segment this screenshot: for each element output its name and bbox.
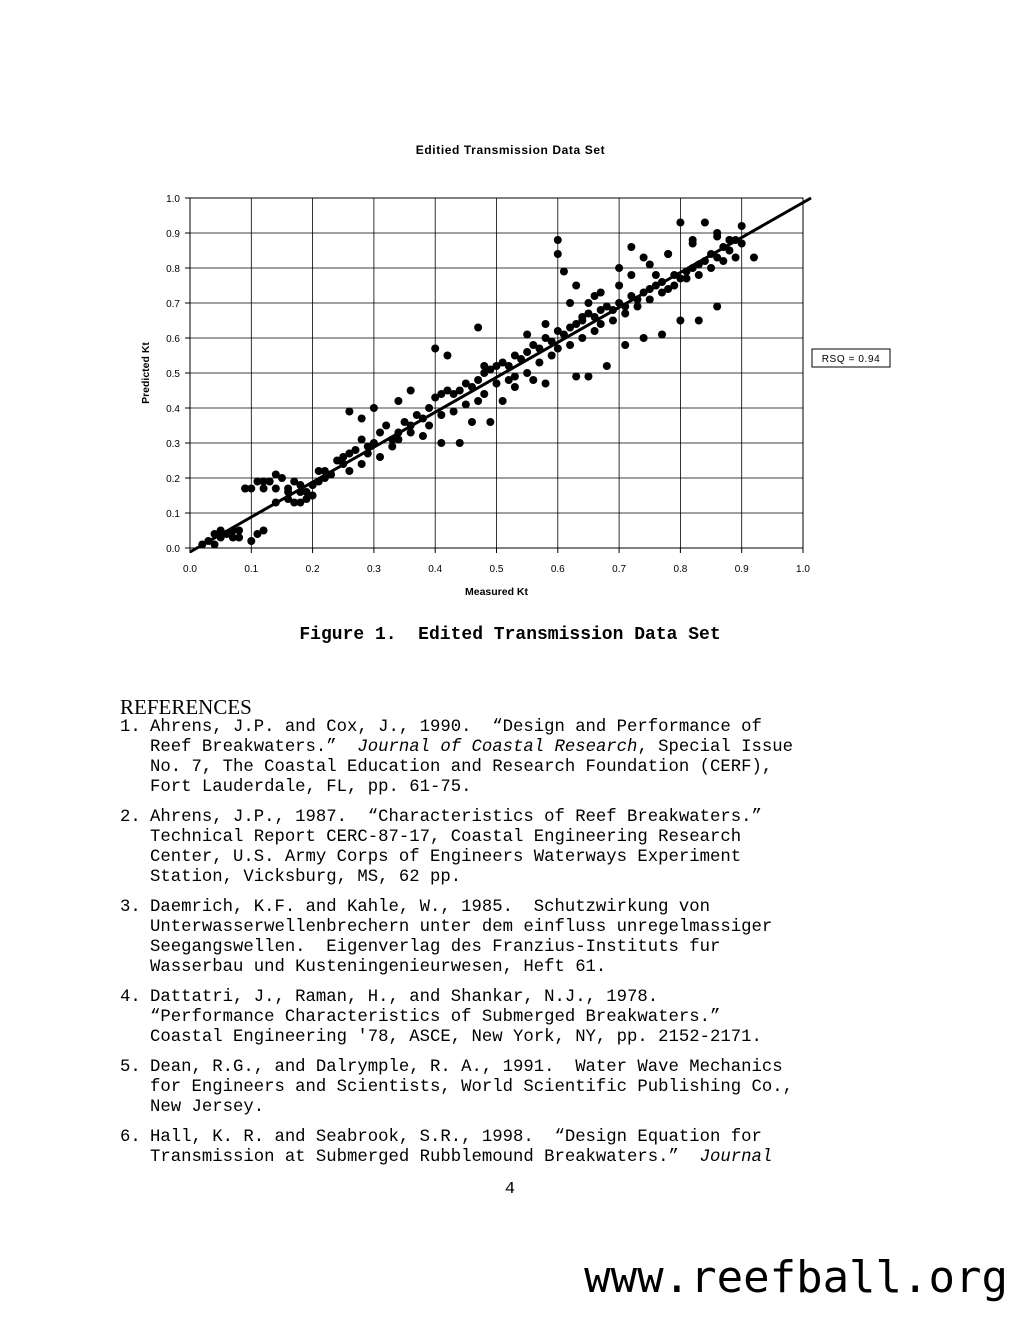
reference-line — [150, 778, 920, 798]
data-point — [407, 387, 415, 395]
reference-line — [150, 868, 920, 888]
reference-journal-title: Journal of Coastal Research — [357, 738, 638, 757]
reference-number: 3. — [120, 898, 141, 917]
y-tick-label: 0.3 — [166, 439, 180, 450]
reference-number: 4. — [120, 988, 141, 1007]
y-tick-label: 0.8 — [166, 264, 180, 275]
reference-text: Unterwasserwellenbrechern unter dem einfluss unregelmassiger — [150, 918, 773, 937]
reference-item — [120, 988, 920, 1048]
data-point — [437, 411, 445, 419]
data-point — [468, 418, 476, 426]
data-point — [719, 257, 727, 265]
data-point — [615, 264, 623, 272]
data-point — [352, 446, 360, 454]
reference-text: Fort Lauderdale, FL, pp. 61-75. — [150, 778, 472, 797]
data-point — [627, 271, 635, 279]
reference-text: Station, Vicksburg, MS, 62 pp. — [150, 868, 462, 887]
reference-line — [150, 898, 920, 918]
data-point — [701, 219, 709, 227]
data-point — [407, 429, 415, 437]
data-point — [480, 390, 488, 398]
x-tick-label: 0.0 — [183, 564, 197, 575]
data-point — [542, 380, 550, 388]
x-tick-label: 0.9 — [734, 564, 749, 575]
data-point — [394, 397, 402, 405]
chart-title: Editied Transmission Data Set — [415, 143, 606, 157]
data-point — [633, 303, 641, 311]
reference-number: 5. — [120, 1058, 141, 1077]
y-tick-label: 0.5 — [166, 369, 180, 380]
references-section — [120, 696, 920, 1178]
reference-text: Dattatri, J., Raman, H., and Shankar, N.J., 1978. — [150, 988, 659, 1007]
data-point — [646, 261, 654, 269]
data-point — [382, 422, 390, 430]
x-tick-label: 0.4 — [428, 564, 443, 575]
y-tick-label: 0.0 — [166, 544, 180, 555]
reference-text: No. 7, The Coastal Education and Research Foundation (CERF), — [150, 758, 773, 777]
data-point — [419, 432, 427, 440]
data-point — [235, 527, 243, 535]
reference-line — [150, 1148, 920, 1168]
data-point — [578, 313, 586, 321]
y-tick-label: 1.0 — [166, 194, 180, 205]
y-tick-label: 0.4 — [166, 404, 180, 415]
reference-text: Seegangswellen. Eigenverlag des Franzius-Instituts fur — [150, 938, 721, 957]
x-tick-label: 0.1 — [244, 564, 259, 575]
data-point — [621, 341, 629, 349]
data-point — [695, 271, 703, 279]
reference-item — [120, 808, 920, 888]
reference-item — [120, 1128, 920, 1168]
data-point — [358, 436, 366, 444]
data-point — [707, 264, 715, 272]
data-point — [462, 401, 470, 409]
data-point — [431, 345, 439, 353]
data-point — [247, 537, 255, 545]
data-point — [658, 289, 666, 297]
data-point — [548, 352, 556, 360]
data-point — [376, 429, 384, 437]
data-point — [640, 334, 648, 342]
y-axis-label: Predicted Kt — [140, 342, 152, 404]
y-tick-label: 0.9 — [166, 229, 180, 240]
data-point — [523, 331, 531, 339]
data-point — [652, 271, 660, 279]
data-point — [689, 236, 697, 244]
x-tick-label: 0.8 — [673, 564, 688, 575]
data-point — [443, 352, 451, 360]
x-tick-label: 0.5 — [489, 564, 504, 575]
data-point — [597, 289, 605, 297]
data-point — [235, 534, 243, 542]
data-point — [499, 397, 507, 405]
data-point — [474, 376, 482, 384]
reference-text: for Engineers and Scientists, World Scientific Publishing Co., — [150, 1078, 793, 1097]
reference-text: Daemrich, K.F. and Kahle, W., 1985. Schutzwirkung von — [150, 898, 711, 917]
reference-item — [120, 898, 920, 978]
data-point — [272, 485, 280, 493]
reference-text: , Special Issue — [637, 738, 793, 757]
data-point — [315, 467, 323, 475]
data-point — [584, 373, 592, 381]
x-tick-label: 0.3 — [366, 564, 381, 575]
data-point — [437, 439, 445, 447]
data-point — [658, 331, 666, 339]
chart-svg — [0, 0, 1020, 620]
reference-text: Ahrens, J.P. and Cox, J., 1990. “Design and Performance of — [150, 718, 762, 737]
data-point — [560, 268, 568, 276]
reference-line — [150, 988, 920, 1008]
y-tick-label: 0.6 — [166, 334, 180, 345]
data-point — [615, 282, 623, 290]
reference-number: 2. — [120, 808, 141, 827]
rsq-label: RSQ = 0.94 — [821, 354, 881, 365]
data-point — [345, 408, 353, 416]
reference-text: Wasserbau und Kusteningenieurwesen, Heft 61. — [150, 958, 607, 977]
x-tick-label: 0.6 — [550, 564, 565, 575]
page-number: 4 — [504, 1180, 516, 1199]
data-point — [627, 243, 635, 251]
data-point — [670, 282, 678, 290]
data-point — [609, 317, 617, 325]
data-point — [272, 471, 280, 479]
data-point — [554, 250, 562, 258]
data-point — [511, 383, 519, 391]
data-point — [597, 320, 605, 328]
data-point — [621, 310, 629, 318]
x-axis-label: Measured Kt — [464, 586, 529, 598]
reference-text: Ahrens, J.P., 1987. “Characteristics of Reef Breakwaters.” — [150, 808, 762, 827]
data-point — [211, 541, 219, 549]
data-point — [486, 418, 494, 426]
data-point — [732, 254, 740, 262]
data-point — [591, 327, 599, 335]
data-point — [603, 362, 611, 370]
data-point — [566, 299, 574, 307]
reference-line — [150, 938, 920, 958]
data-point — [425, 404, 433, 412]
data-point — [584, 299, 592, 307]
reference-text: Hall, K. R. and Seabrook, S.R., 1998. “Design Equation for — [150, 1128, 762, 1147]
reference-line — [150, 1058, 920, 1078]
data-point — [358, 460, 366, 468]
data-point — [713, 233, 721, 241]
reference-text: “Performance Characteristics of Submerged Breakwaters.” — [150, 1008, 721, 1027]
data-point — [474, 324, 482, 332]
reference-text: Technical Report CERC-87-17, Coastal Engineering Research — [150, 828, 742, 847]
data-point — [640, 254, 648, 262]
references-list — [120, 718, 920, 1168]
data-point — [676, 219, 684, 227]
reference-line — [150, 918, 920, 938]
reference-line — [150, 738, 920, 758]
data-point — [493, 380, 501, 388]
references-heading: REFERENCES — [120, 695, 252, 719]
data-point — [345, 467, 353, 475]
reference-line — [150, 958, 920, 978]
y-tick-label: 0.7 — [166, 299, 180, 310]
data-point — [554, 236, 562, 244]
data-point — [388, 443, 396, 451]
data-point — [425, 422, 433, 430]
data-point — [370, 404, 378, 412]
data-point — [376, 453, 384, 461]
reference-item — [120, 718, 920, 798]
data-point — [572, 282, 580, 290]
reference-text: Dean, R.G., and Dalrymple, R. A., 1991. Water Wave Mechanics — [150, 1058, 783, 1077]
data-point — [260, 527, 268, 535]
reference-line — [150, 1028, 920, 1048]
reference-line — [150, 1078, 920, 1098]
data-point — [683, 275, 691, 283]
data-point — [260, 485, 268, 493]
reference-text: New Jersey. — [150, 1098, 265, 1117]
data-point — [695, 317, 703, 325]
data-point — [542, 320, 550, 328]
data-point — [358, 415, 366, 423]
data-point — [676, 317, 684, 325]
reference-number: 6. — [120, 1128, 141, 1147]
reference-number: 1. — [120, 718, 141, 737]
watermark-url: www.reefball.org — [584, 1252, 1008, 1303]
reference-line — [150, 808, 920, 828]
data-point — [646, 296, 654, 304]
data-point — [456, 439, 464, 447]
data-point — [664, 250, 672, 258]
data-point — [309, 492, 317, 500]
data-point — [535, 359, 543, 367]
data-point — [394, 436, 402, 444]
reference-line — [150, 848, 920, 868]
data-point — [523, 369, 531, 377]
data-point — [480, 362, 488, 370]
reference-text: Coastal Engineering '78, ASCE, New York, NY, pp. 2152-2171. — [150, 1028, 762, 1047]
data-point — [266, 478, 274, 486]
reference-item — [120, 1058, 920, 1118]
data-point — [523, 348, 531, 356]
data-point — [253, 478, 261, 486]
data-point — [290, 499, 298, 507]
reference-text: Center, U.S. Army Corps of Engineers Waterways Experiment — [150, 848, 742, 867]
reference-line — [150, 828, 920, 848]
data-point — [738, 222, 746, 230]
reference-line — [150, 758, 920, 778]
data-point — [247, 485, 255, 493]
reference-text: Transmission at Submerged Rubblemound Breakwaters.” — [150, 1148, 700, 1167]
data-point — [450, 408, 458, 416]
figure-caption: Figure 1. Edited Transmission Data Set — [299, 625, 721, 645]
reference-text: Reef Breakwaters.” — [150, 738, 358, 757]
y-tick-label: 0.1 — [166, 509, 180, 520]
data-point — [713, 303, 721, 311]
data-point — [474, 397, 482, 405]
data-point — [572, 373, 580, 381]
data-point — [566, 341, 574, 349]
data-point — [750, 254, 758, 262]
scatter-chart — [0, 0, 1020, 620]
data-point — [554, 345, 562, 353]
x-tick-label: 0.2 — [305, 564, 320, 575]
reference-line — [150, 718, 920, 738]
data-point — [529, 376, 537, 384]
reference-journal-title: Journal — [699, 1148, 773, 1167]
data-point — [456, 387, 464, 395]
data-point — [578, 334, 586, 342]
x-tick-label: 1.0 — [796, 564, 810, 575]
data-point — [511, 373, 519, 381]
reference-line — [150, 1128, 920, 1148]
x-tick-label: 0.7 — [612, 564, 627, 575]
reference-line — [150, 1098, 920, 1118]
reference-line — [150, 1008, 920, 1028]
y-tick-label: 0.2 — [166, 474, 180, 485]
